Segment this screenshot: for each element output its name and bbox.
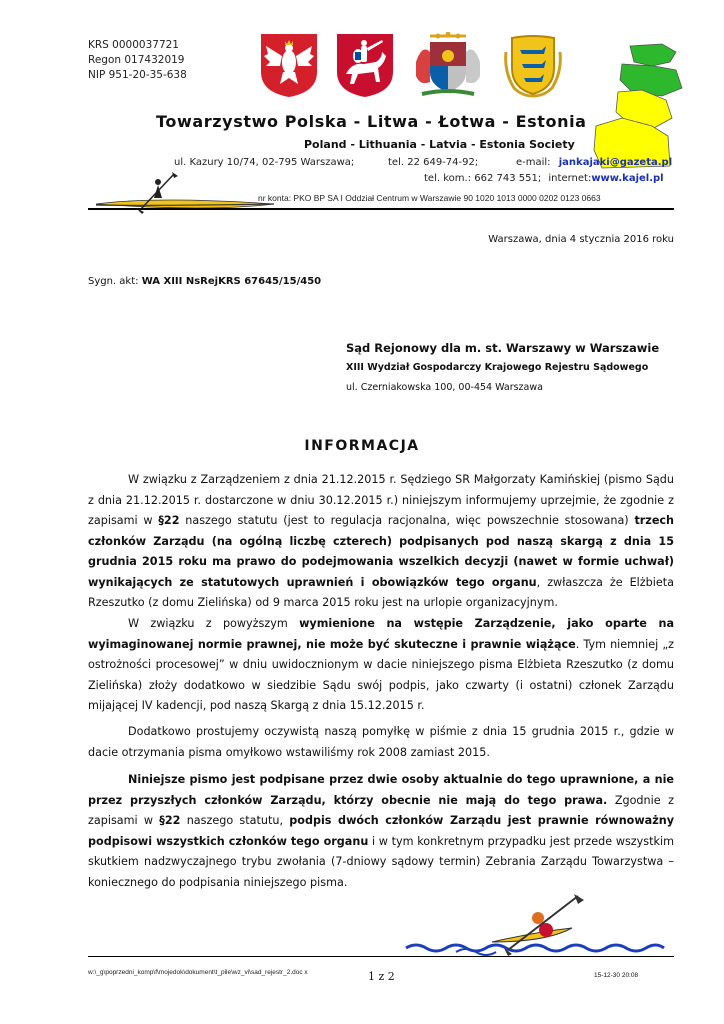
case-reference [88,276,321,287]
estonian-coat-of-arms-icon [502,32,564,98]
document-heading: INFORMACJA [304,438,420,454]
print-timestamp: 15-12-30 20:08 [594,972,639,979]
case-reference-label: Sygn. akt: [88,276,142,287]
text-run-bold: §22 [158,514,180,527]
internet-label: internet: [548,173,592,184]
paragraph-3 [88,722,674,763]
paragraph-2 [88,614,674,717]
text-run-bold: Niniejsze pismo jest podpisane przez dwie osoby aktualnie do tego uprawnione, a nie przez przyszłych członków Zarządu, którzy obecnie nie mają do tego prawa. [88,773,674,807]
email-link[interactable]: jankajaki@gazeta.pl [558,157,673,168]
registry-info [88,38,187,83]
file-path: w:\_g\poprzedni_komp\f\mojedok\dokument\t_pile\wz_vi\sad_rejestr_2.doc x [88,969,308,976]
text-run: Dodatkowo prostujemy oczywistą naszą pomyłkę w piśmie z dnia 15 grudnia 2015 r., gdzie w dacie otrzymania pisma omyłkowo wstawiliśmy rok 2008 zamiast 2015. [88,725,674,759]
society-title: Towarzystwo Polska - Litwa - Łotwa - Estonia [156,112,587,131]
mobile-phone: tel. kom.: 662 743 551; [424,173,542,184]
text-run: i w tym konkretnym przypadku jest przede wszystkim skutkiem nadzwyczajnego trybu zwołania (7-dniowy sądowy termin) Zebrania Zarządu Towarzystwa – koniecznego do podpisania niniejszego pisma. [88,834,674,889]
footer-divider [88,956,674,957]
bank-account: nr konta: PKO BP SA I Oddział Centrum w Warszawie 90 1020 1013 0000 0202 0123 0663 [258,193,601,203]
paragraph-4 [88,770,674,893]
text-run-bold: wymienione na wstępie Zarządzenie, jako oparte na wyimaginowanej normie prawnej, nie może być skuteczne i prawnie wiążące [88,617,674,651]
regon-number: Regon 017432019 [88,54,185,66]
addressee-address: ul. Czerniakowska 100, 00-454 Warszawa [346,382,543,393]
addressee-court: Sąd Rejonowy dla m. st. Warszawy w Warszawie [346,341,660,355]
case-reference-number: WA XIII NsRejKRS 67645/15/450 [141,276,322,287]
website-link[interactable]: www.kajel.pl [591,173,664,184]
text-run: , zwłaszcza że Elżbieta Rzeszutko (z domu Zielińska) od 9 marca 2015 roku jest na urlopie organizacyjnym. [88,575,674,609]
krs-number: KRS 0000037721 [88,39,179,51]
paragraph-1 [88,470,674,614]
baltic-map-icon [592,40,692,170]
kayak-waves-icon [396,892,666,962]
addressee-department: XIII Wydział Gospodarczy Krajowego Rejestru Sądowego [346,362,649,373]
text-run: Zgodnie z zapisami w [88,793,674,827]
mobile-line [424,173,664,184]
header-divider [88,208,674,210]
text-run-bold: §22 [159,814,181,827]
address: ul. Kazury 10/74, 02-795 Warszawa; [174,157,355,168]
lithuanian-vytis-icon [334,32,396,98]
nip-number: NIP 951-20-35-638 [88,69,187,81]
addressee-block [346,338,659,398]
text-run-bold: podpis dwóch członków Zarządu jest prawnie równoważny podpisowi wszystkich członków tego organu [88,814,675,848]
text-run: naszego statutu (jest to regulacja racjonalna, więc powszechnie stosowana) [179,514,635,527]
email-label: e-mail: [516,157,551,168]
text-run: naszego statutu, [180,814,290,827]
letter-date: Warszawa, dnia 4 stycznia 2016 roku [488,234,674,245]
text-run-bold: trzech członków Zarządu (na ogólną liczbę czterech) podpisanych pod naszą skargą z dnia 15 grudnia 2015 roku ma prawo do podejmowania wszelkich decyzji (nawet w formie uchwał) wynikających ze statutowych uprawnień i obowiązków tego organu [88,514,674,589]
page-number: 1 z 2 [368,970,395,983]
polish-eagle-icon [258,32,320,98]
text-run: W związku z powyższym [128,617,300,630]
text-run: . Tym niemniej „z ostrożności procesowej” w dniu uwidocznionym w dacie niniejszego pisma Elżbieta Rzeszutko (z domu Zielińska) złoży dodatkowo w siedzibie Sądu swój podpis, jako czwarty (i ostatni) członek Zarządu mijającej IV kadencji, pod naszą Skargą z dnia 15.12.2015 r. [88,637,675,712]
phone: tel. 22 649-74-92; [388,157,479,168]
email-line [516,157,672,168]
latvian-coat-of-arms-icon [408,32,488,98]
text-run: W związku z Zarządzeniem z dnia 21.12.2015 r. Sędziego SR Małgorzaty Kamińskiej (pismo Sądu z dnia 21.12.2015 r. dostarczone w dniu 30.12.2015 r.) niniejszym informujemy uprzejmie, że zgodnie z zapisami w [88,473,674,527]
society-subtitle: Poland - Lithuania - Latvia - Estonia Society [304,138,575,151]
crests-row [258,32,578,100]
